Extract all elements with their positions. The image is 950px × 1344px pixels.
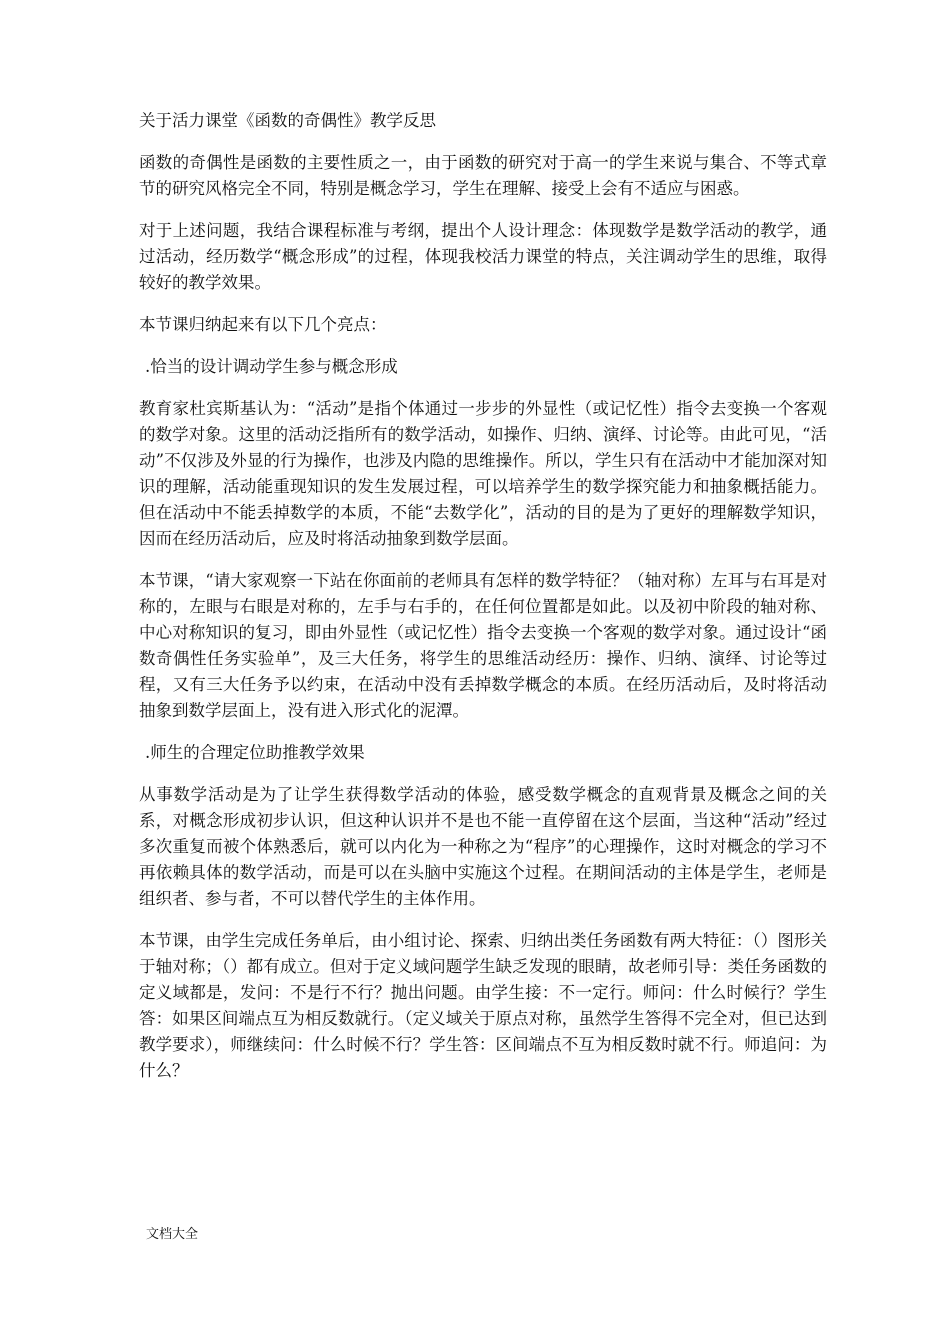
- section-2-paragraph-2: 本节课，由学生完成任务单后，由小组讨论、探索、归纳出类任务函数有两大特征：（）图形关于轴对称；（）都有成立。但对于定义域问题学生缺乏发现的眼睛，故老师引导：类任务函数的定义域都是，发问：不是行不行？抛出问题。由学生接：不一定行。师问：什么时候行？学生答：如果区间端点互为相反数就行。（定义域关于原点对称，虽然学生答得不完全对，但已达到教学要求），师继续问：什么时候不行？学生答：区间端点不互为相反数时就不行。师追问：为什么？: [139, 931, 827, 1080]
- section-1-heading: .恰当的设计调动学生参与概念形成: [145, 357, 398, 376]
- page-footer: 文档大全: [146, 1227, 199, 1242]
- document-body: [139, 108, 827, 1100]
- intro-paragraph-1: 函数的奇偶性是函数的主要性质之一，由于函数的研究对于高一的学生来说与集合、不等式章节的研究风格完全不同，特别是概念学习，学生在理解、接受上会有不适应与困惑。: [139, 153, 827, 198]
- section-2-heading: .师生的合理定位助推教学效果: [145, 743, 365, 762]
- intro-paragraph-2: 对于上述问题，我结合课程标准与考纲，提出个人设计理念：体现数学是数学活动的教学，通过活动，经历数学“概念形成”的过程，体现我校活力课堂的特点，关注调动学生的思维，取得较好的教学效果。: [139, 221, 827, 292]
- section-2-paragraph-1: 从事数学活动是为了让学生获得数学活动的体验，感受数学概念的直观背景及概念之间的关系，对概念形成初步认识，但这种认识并不是也不能一直停留在这个层面，当这种“活动”经过多次重复而被个体熟悉后，就可以内化为一种称之为“程序”的心理操作，这时对概念的学习不再依赖具体的数学活动，而是可以在头脑中实施这个过程。在期间活动的主体是学生，老师是组织者、参与者，不可以替代学生的主体作用。: [139, 785, 827, 908]
- section-1-paragraph-2: 本节课，“请大家观察一下站在你面前的老师具有怎样的数学特征？（轴对称）左耳与右耳是对称的，左眼与右眼是对称的，左手与右手的，在任何位置都是如此。以及初中阶段的轴对称、中心对称知识的复习，即由外显性（或记忆性）指令去变换一个客观的数学对象。通过设计“函数奇偶性任务实验单”，及三大任务，将学生的思维活动经历：操作、归纳、演绎、讨论等过程，又有三大任务予以约束，在活动中没有丢掉数学概念的本质。在经历活动后，及时将活动抽象到数学层面上，没有进入形式化的泥潭。: [139, 571, 827, 720]
- section-1-paragraph-1: 教育家杜宾斯基认为：“活动”是指个体通过一步步的外显性（或记忆性）指令去变换一个客观的数学对象。这里的活动泛指所有的数学活动，如操作、归纳、演绎、讨论等。由此可见，“活动”不仅涉及外显的行为操作，也涉及内隐的思维操作。所以，学生只有在活动中才能加深对知识的理解，活动能重现知识的发生发展过程，可以培养学生的数学探究能力和抽象概括能力。但在活动中不能丢掉数学的本质，不能“去数学化”，活动的目的是为了更好的理解数学知识，因而在经历活动后，应及时将活动抽象到数学层面。: [139, 399, 827, 548]
- intro-paragraph-3: 本节课归纳起来有以下几个亮点：: [139, 315, 387, 334]
- document-title: 关于活力课堂《函数的奇偶性》教学反思: [139, 111, 436, 130]
